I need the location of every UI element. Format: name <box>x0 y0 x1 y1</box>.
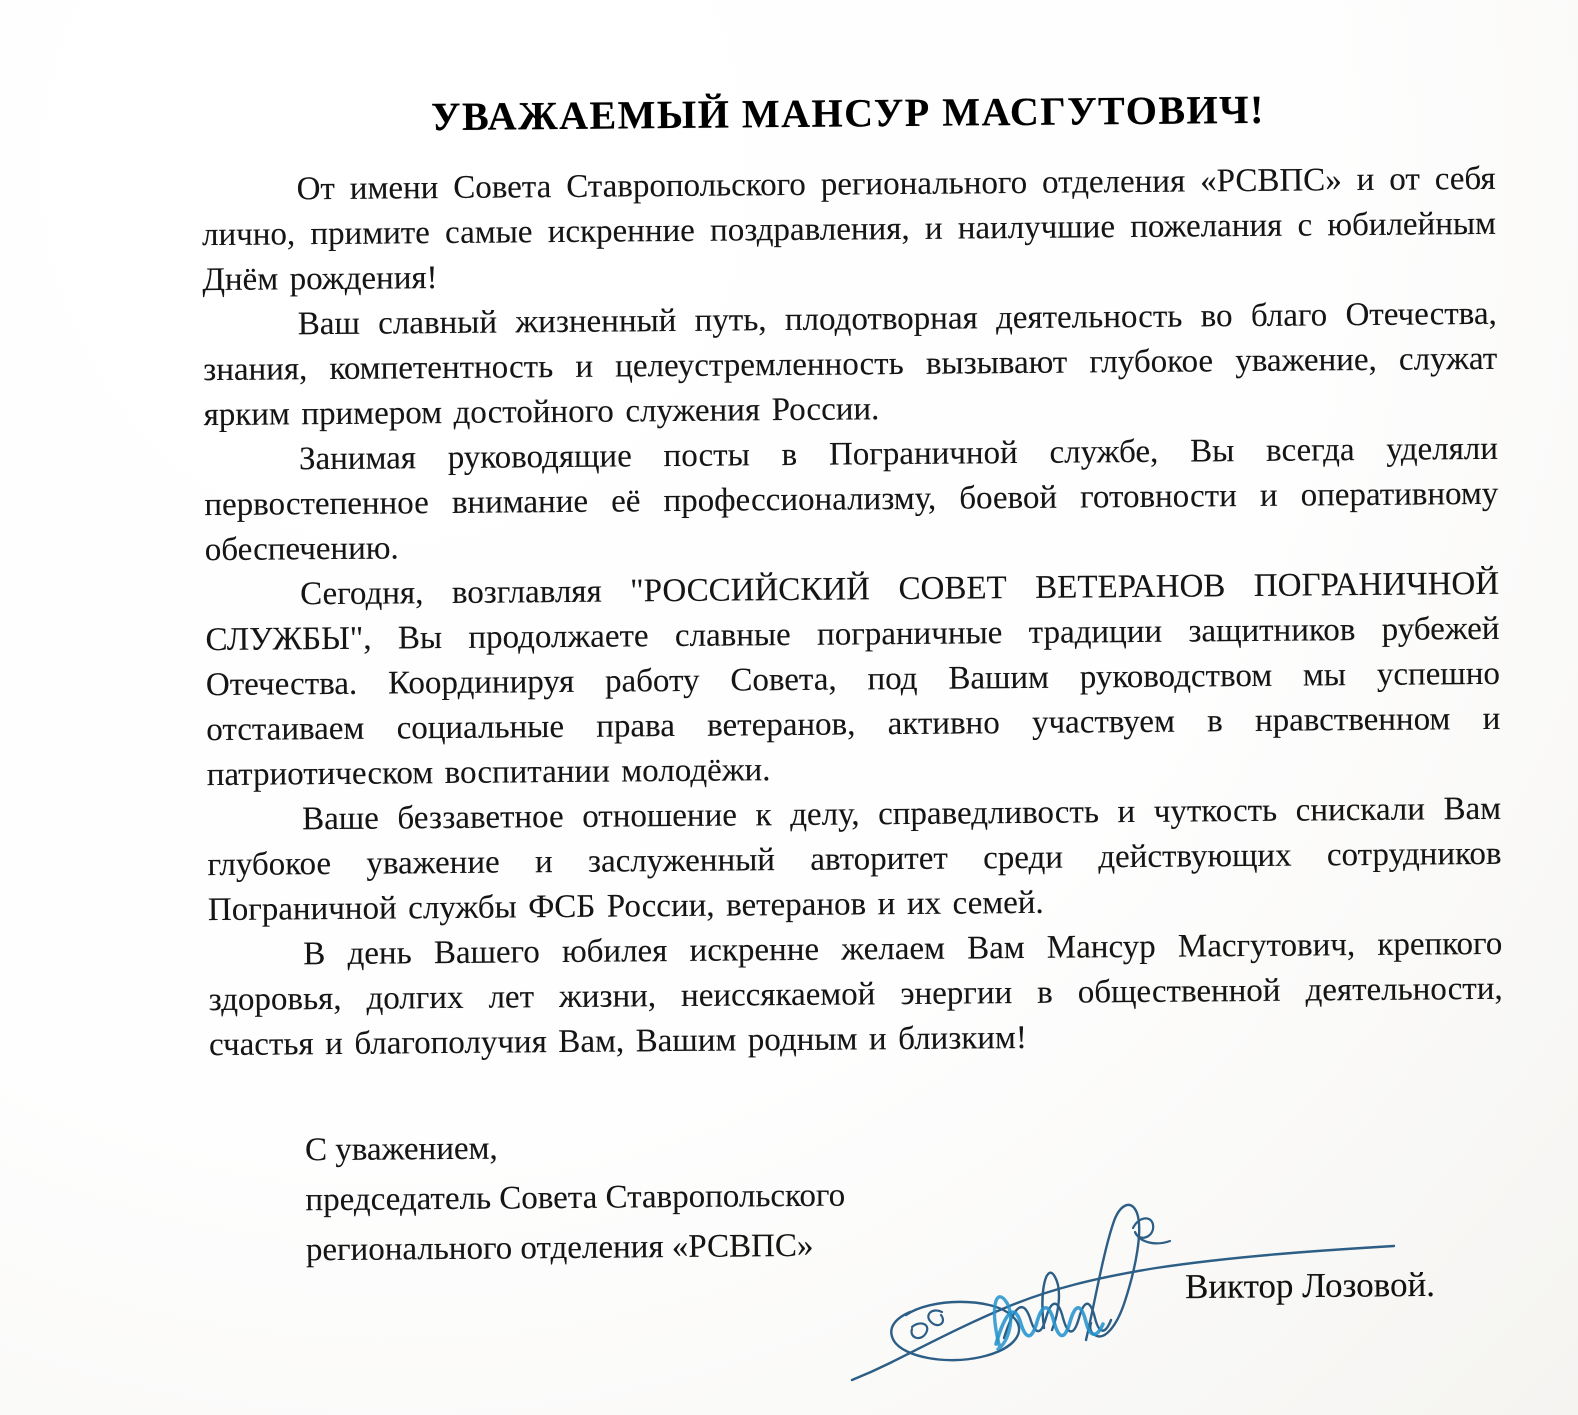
paragraph-1: От имени Совета Ставропольского регионального отделения «РСВПС» и от себя лично, примите самые искренние поздравления, и наилучшие пожелания с юбилейным Днём рождения! <box>201 160 1497 299</box>
closing-line-1: С уважением, <box>304 1130 498 1169</box>
signer-name: Виктор Лозовой. <box>1184 1264 1436 1307</box>
closing-line-3: регионального отделения «РСВПС» <box>305 1227 814 1269</box>
paragraph-6: В день Вашего юбилея искренне желаем Вам Мансур Масгутович, крепкого здоровья, долгих лет жизни, неиссякаемой энергии в общественной деятельности, счастья и благополучия Вам, Вашим родным и близким! <box>208 925 1503 1064</box>
paragraph-2: Ваш славный жизненный путь, плодотворная деятельность во благо Отечества, знания, компетентность и целеустремленность вызывают глубокое уважение, служат ярким примером достойного служения России. <box>203 295 1498 434</box>
paragraph-4: Сегодня, возглавляя "РОССИЙСКИЙ СОВЕТ ВЕТЕРАНОВ ПОГРАНИЧНОЙ СЛУЖБЫ", Вы продолжаете славные пограничные традиции защитников рубежей Отечества. Координируя работу Совета, под Вашим руководством мы успешно отстаиваем социальные права ветеранов, активно участвуем в нравственном и патриотическом воспитании молодёжи. <box>205 565 1501 794</box>
paragraph-3: Занимая руководящие посты в Пограничной службе, Вы всегда уделяли первостепенное внимание её профессионализму, боевой готовности и оперативному обеспечению. <box>204 430 1499 569</box>
letter-title: УВАЖАЕМЫЙ МАНСУР МАСГУТОВИЧ! <box>430 86 1265 140</box>
signature-tail-hook <box>928 1310 943 1325</box>
paragraph-5: Ваше беззаветное отношение к делу, справедливость и чуткость снискали Вам глубокое уважение и заслуженный авторитет среди действующих сотрудников Пограничной службы ФСБ России, ветеранов и их семей. <box>207 790 1502 929</box>
closing-line-2: председатель Совета Ставропольского <box>305 1177 846 1219</box>
signature-oval-curl <box>912 1323 928 1338</box>
